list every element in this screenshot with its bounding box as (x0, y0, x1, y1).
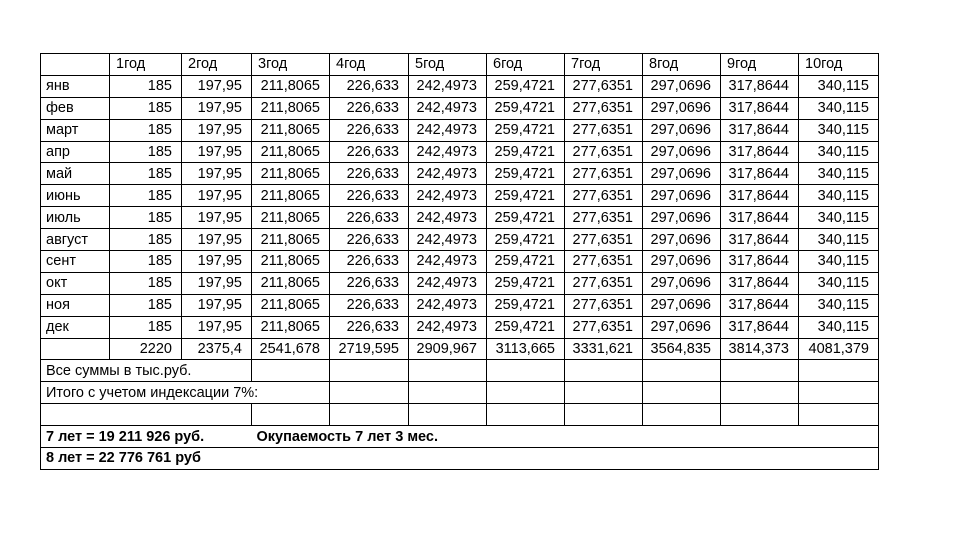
value-cell: 242,4973 (409, 272, 487, 294)
total-cell: 3564,835 (643, 338, 721, 360)
table-row (41, 229, 879, 251)
empty-cell (252, 360, 330, 382)
month-label: июль (41, 207, 110, 229)
year-header: 3год (252, 54, 330, 76)
value-cell: 297,0696 (643, 97, 721, 119)
value-cell: 297,0696 (643, 294, 721, 316)
value-cell: 242,4973 (409, 75, 487, 97)
total-cell: 4081,379 (799, 338, 879, 360)
value-cell: 226,633 (330, 141, 409, 163)
value-cell: 226,633 (330, 316, 409, 338)
value-cell: 242,4973 (409, 185, 487, 207)
payback-table (40, 53, 879, 470)
month-label: окт (41, 272, 110, 294)
empty-cell (721, 382, 799, 404)
value-cell: 185 (110, 272, 182, 294)
empty-cell (643, 404, 721, 426)
value-cell: 340,115 (799, 294, 879, 316)
value-cell: 297,0696 (643, 229, 721, 251)
value-cell: 259,4721 (487, 119, 565, 141)
value-cell: 185 (110, 141, 182, 163)
month-label: янв (41, 75, 110, 97)
value-cell: 340,115 (799, 272, 879, 294)
indexation-note: Итого с учетом индексации 7%: (41, 382, 330, 404)
value-cell: 197,95 (182, 316, 252, 338)
value-cell: 317,8644 (721, 163, 799, 185)
month-label: апр (41, 141, 110, 163)
total-cell: 2220 (110, 338, 182, 360)
value-cell: 259,4721 (487, 207, 565, 229)
value-cell: 259,4721 (487, 97, 565, 119)
value-cell: 226,633 (330, 294, 409, 316)
value-cell: 277,6351 (565, 97, 643, 119)
value-cell: 277,6351 (565, 185, 643, 207)
value-cell: 340,115 (799, 119, 879, 141)
empty-cell (565, 404, 643, 426)
value-cell: 317,8644 (721, 97, 799, 119)
year-header: 1год (110, 54, 182, 76)
year-header: 2год (182, 54, 252, 76)
year-header: 10год (799, 54, 879, 76)
empty-cell (721, 360, 799, 382)
summary-row (41, 426, 879, 448)
value-cell: 259,4721 (487, 141, 565, 163)
value-cell: 340,115 (799, 97, 879, 119)
year-header: 8год (643, 54, 721, 76)
blank-row (41, 404, 879, 426)
year-header: 9год (721, 54, 799, 76)
value-cell: 317,8644 (721, 207, 799, 229)
total-cell: 2375,4 (182, 338, 252, 360)
value-cell: 259,4721 (487, 229, 565, 251)
value-cell: 340,115 (799, 75, 879, 97)
value-cell: 226,633 (330, 97, 409, 119)
value-cell: 211,8065 (252, 229, 330, 251)
value-cell: 197,95 (182, 75, 252, 97)
value-cell: 277,6351 (565, 163, 643, 185)
empty-cell (565, 360, 643, 382)
month-label: март (41, 119, 110, 141)
empty-cell (330, 404, 409, 426)
month-label: июнь (41, 185, 110, 207)
empty-cell (799, 360, 879, 382)
empty-cell (252, 404, 330, 426)
value-cell: 185 (110, 294, 182, 316)
value-cell: 211,8065 (252, 251, 330, 273)
value-cell: 317,8644 (721, 272, 799, 294)
empty-cell (643, 382, 721, 404)
value-cell: 197,95 (182, 141, 252, 163)
table-row (41, 272, 879, 294)
value-cell: 259,4721 (487, 251, 565, 273)
total-cell: 3113,665 (487, 338, 565, 360)
value-cell: 277,6351 (565, 207, 643, 229)
value-cell: 211,8065 (252, 207, 330, 229)
value-cell: 277,6351 (565, 294, 643, 316)
value-cell: 242,4973 (409, 119, 487, 141)
value-cell: 259,4721 (487, 163, 565, 185)
value-cell: 277,6351 (565, 316, 643, 338)
year-header: 4год (330, 54, 409, 76)
value-cell: 340,115 (799, 163, 879, 185)
value-cell: 277,6351 (565, 272, 643, 294)
value-cell: 197,95 (182, 185, 252, 207)
value-cell: 317,8644 (721, 185, 799, 207)
value-cell: 242,4973 (409, 97, 487, 119)
total-cell: 2909,967 (409, 338, 487, 360)
value-cell: 211,8065 (252, 163, 330, 185)
value-cell: 185 (110, 97, 182, 119)
value-cell: 226,633 (330, 207, 409, 229)
value-cell: 211,8065 (252, 141, 330, 163)
value-cell: 185 (110, 207, 182, 229)
value-cell: 297,0696 (643, 119, 721, 141)
payback-note: Окупаемость 7 лет 3 мес. (252, 426, 879, 448)
value-cell: 340,115 (799, 185, 879, 207)
header-row (41, 54, 879, 76)
value-cell: 297,0696 (643, 207, 721, 229)
value-cell: 185 (110, 75, 182, 97)
empty-cell (565, 382, 643, 404)
empty-cell (799, 382, 879, 404)
empty-cell (330, 360, 409, 382)
value-cell: 226,633 (330, 119, 409, 141)
value-cell: 340,115 (799, 316, 879, 338)
value-cell: 277,6351 (565, 141, 643, 163)
value-cell: 185 (110, 185, 182, 207)
value-cell: 340,115 (799, 251, 879, 273)
value-cell: 185 (110, 163, 182, 185)
eight-years-total: 8 лет = 22 776 761 руб (41, 448, 879, 470)
value-cell: 226,633 (330, 75, 409, 97)
empty-cell (409, 404, 487, 426)
empty-cell (799, 404, 879, 426)
value-cell: 259,4721 (487, 185, 565, 207)
value-cell: 317,8644 (721, 119, 799, 141)
value-cell: 197,95 (182, 251, 252, 273)
value-cell: 211,8065 (252, 75, 330, 97)
value-cell: 185 (110, 119, 182, 141)
value-cell: 317,8644 (721, 229, 799, 251)
value-cell: 197,95 (182, 272, 252, 294)
empty-cell (487, 360, 565, 382)
value-cell: 297,0696 (643, 141, 721, 163)
totals-label-empty (41, 338, 110, 360)
empty-cell (330, 382, 409, 404)
table-row (41, 141, 879, 163)
units-note: Все суммы в тыс.руб. (41, 360, 252, 382)
value-cell: 197,95 (182, 207, 252, 229)
value-cell: 259,4721 (487, 75, 565, 97)
value-cell: 297,0696 (643, 272, 721, 294)
indexation-row (41, 382, 879, 404)
value-cell: 211,8065 (252, 294, 330, 316)
value-cell: 277,6351 (565, 75, 643, 97)
month-label: сент (41, 251, 110, 273)
year-header: 5год (409, 54, 487, 76)
value-cell: 317,8644 (721, 294, 799, 316)
value-cell: 185 (110, 251, 182, 273)
total-cell: 2719,595 (330, 338, 409, 360)
empty-cell (487, 382, 565, 404)
value-cell: 277,6351 (565, 251, 643, 273)
value-cell: 242,4973 (409, 229, 487, 251)
value-cell: 340,115 (799, 141, 879, 163)
value-cell: 226,633 (330, 251, 409, 273)
total-cell: 3814,373 (721, 338, 799, 360)
month-label: ноя (41, 294, 110, 316)
header-corner (41, 54, 110, 76)
table-row (41, 316, 879, 338)
value-cell: 242,4973 (409, 141, 487, 163)
table-row (41, 294, 879, 316)
empty-cell (41, 404, 252, 426)
value-cell: 297,0696 (643, 316, 721, 338)
month-label: дек (41, 316, 110, 338)
value-cell: 297,0696 (643, 185, 721, 207)
table-row (41, 163, 879, 185)
value-cell: 340,115 (799, 207, 879, 229)
value-cell: 197,95 (182, 119, 252, 141)
table-row (41, 185, 879, 207)
totals-row (41, 338, 879, 360)
value-cell: 211,8065 (252, 119, 330, 141)
value-cell: 317,8644 (721, 251, 799, 273)
year-header: 7год (565, 54, 643, 76)
month-label: май (41, 163, 110, 185)
value-cell: 226,633 (330, 185, 409, 207)
table-row (41, 75, 879, 97)
year-header: 6год (487, 54, 565, 76)
eight-years-row (41, 448, 879, 470)
value-cell: 226,633 (330, 272, 409, 294)
value-cell: 242,4973 (409, 163, 487, 185)
value-cell: 226,633 (330, 163, 409, 185)
value-cell: 185 (110, 316, 182, 338)
value-cell: 197,95 (182, 294, 252, 316)
empty-cell (721, 404, 799, 426)
empty-cell (487, 404, 565, 426)
value-cell: 185 (110, 229, 182, 251)
value-cell: 277,6351 (565, 229, 643, 251)
month-label: фев (41, 97, 110, 119)
value-cell: 211,8065 (252, 272, 330, 294)
units-row (41, 360, 879, 382)
table-row (41, 207, 879, 229)
value-cell: 242,4973 (409, 207, 487, 229)
table-row (41, 97, 879, 119)
empty-cell (409, 360, 487, 382)
value-cell: 317,8644 (721, 75, 799, 97)
seven-years-total: 7 лет = 19 211 926 руб. (41, 426, 252, 448)
value-cell: 259,4721 (487, 316, 565, 338)
value-cell: 197,95 (182, 163, 252, 185)
value-cell: 242,4973 (409, 251, 487, 273)
table-row (41, 251, 879, 273)
value-cell: 317,8644 (721, 316, 799, 338)
value-cell: 297,0696 (643, 251, 721, 273)
total-cell: 2541,678 (252, 338, 330, 360)
month-label: август (41, 229, 110, 251)
value-cell: 259,4721 (487, 272, 565, 294)
value-cell: 211,8065 (252, 316, 330, 338)
total-cell: 3331,621 (565, 338, 643, 360)
value-cell: 297,0696 (643, 163, 721, 185)
value-cell: 197,95 (182, 97, 252, 119)
value-cell: 242,4973 (409, 294, 487, 316)
empty-cell (409, 382, 487, 404)
table-row (41, 119, 879, 141)
value-cell: 297,0696 (643, 75, 721, 97)
value-cell: 259,4721 (487, 294, 565, 316)
value-cell: 340,115 (799, 229, 879, 251)
empty-cell (643, 360, 721, 382)
value-cell: 242,4973 (409, 316, 487, 338)
value-cell: 317,8644 (721, 141, 799, 163)
value-cell: 277,6351 (565, 119, 643, 141)
value-cell: 197,95 (182, 229, 252, 251)
value-cell: 211,8065 (252, 97, 330, 119)
value-cell: 226,633 (330, 229, 409, 251)
value-cell: 211,8065 (252, 185, 330, 207)
